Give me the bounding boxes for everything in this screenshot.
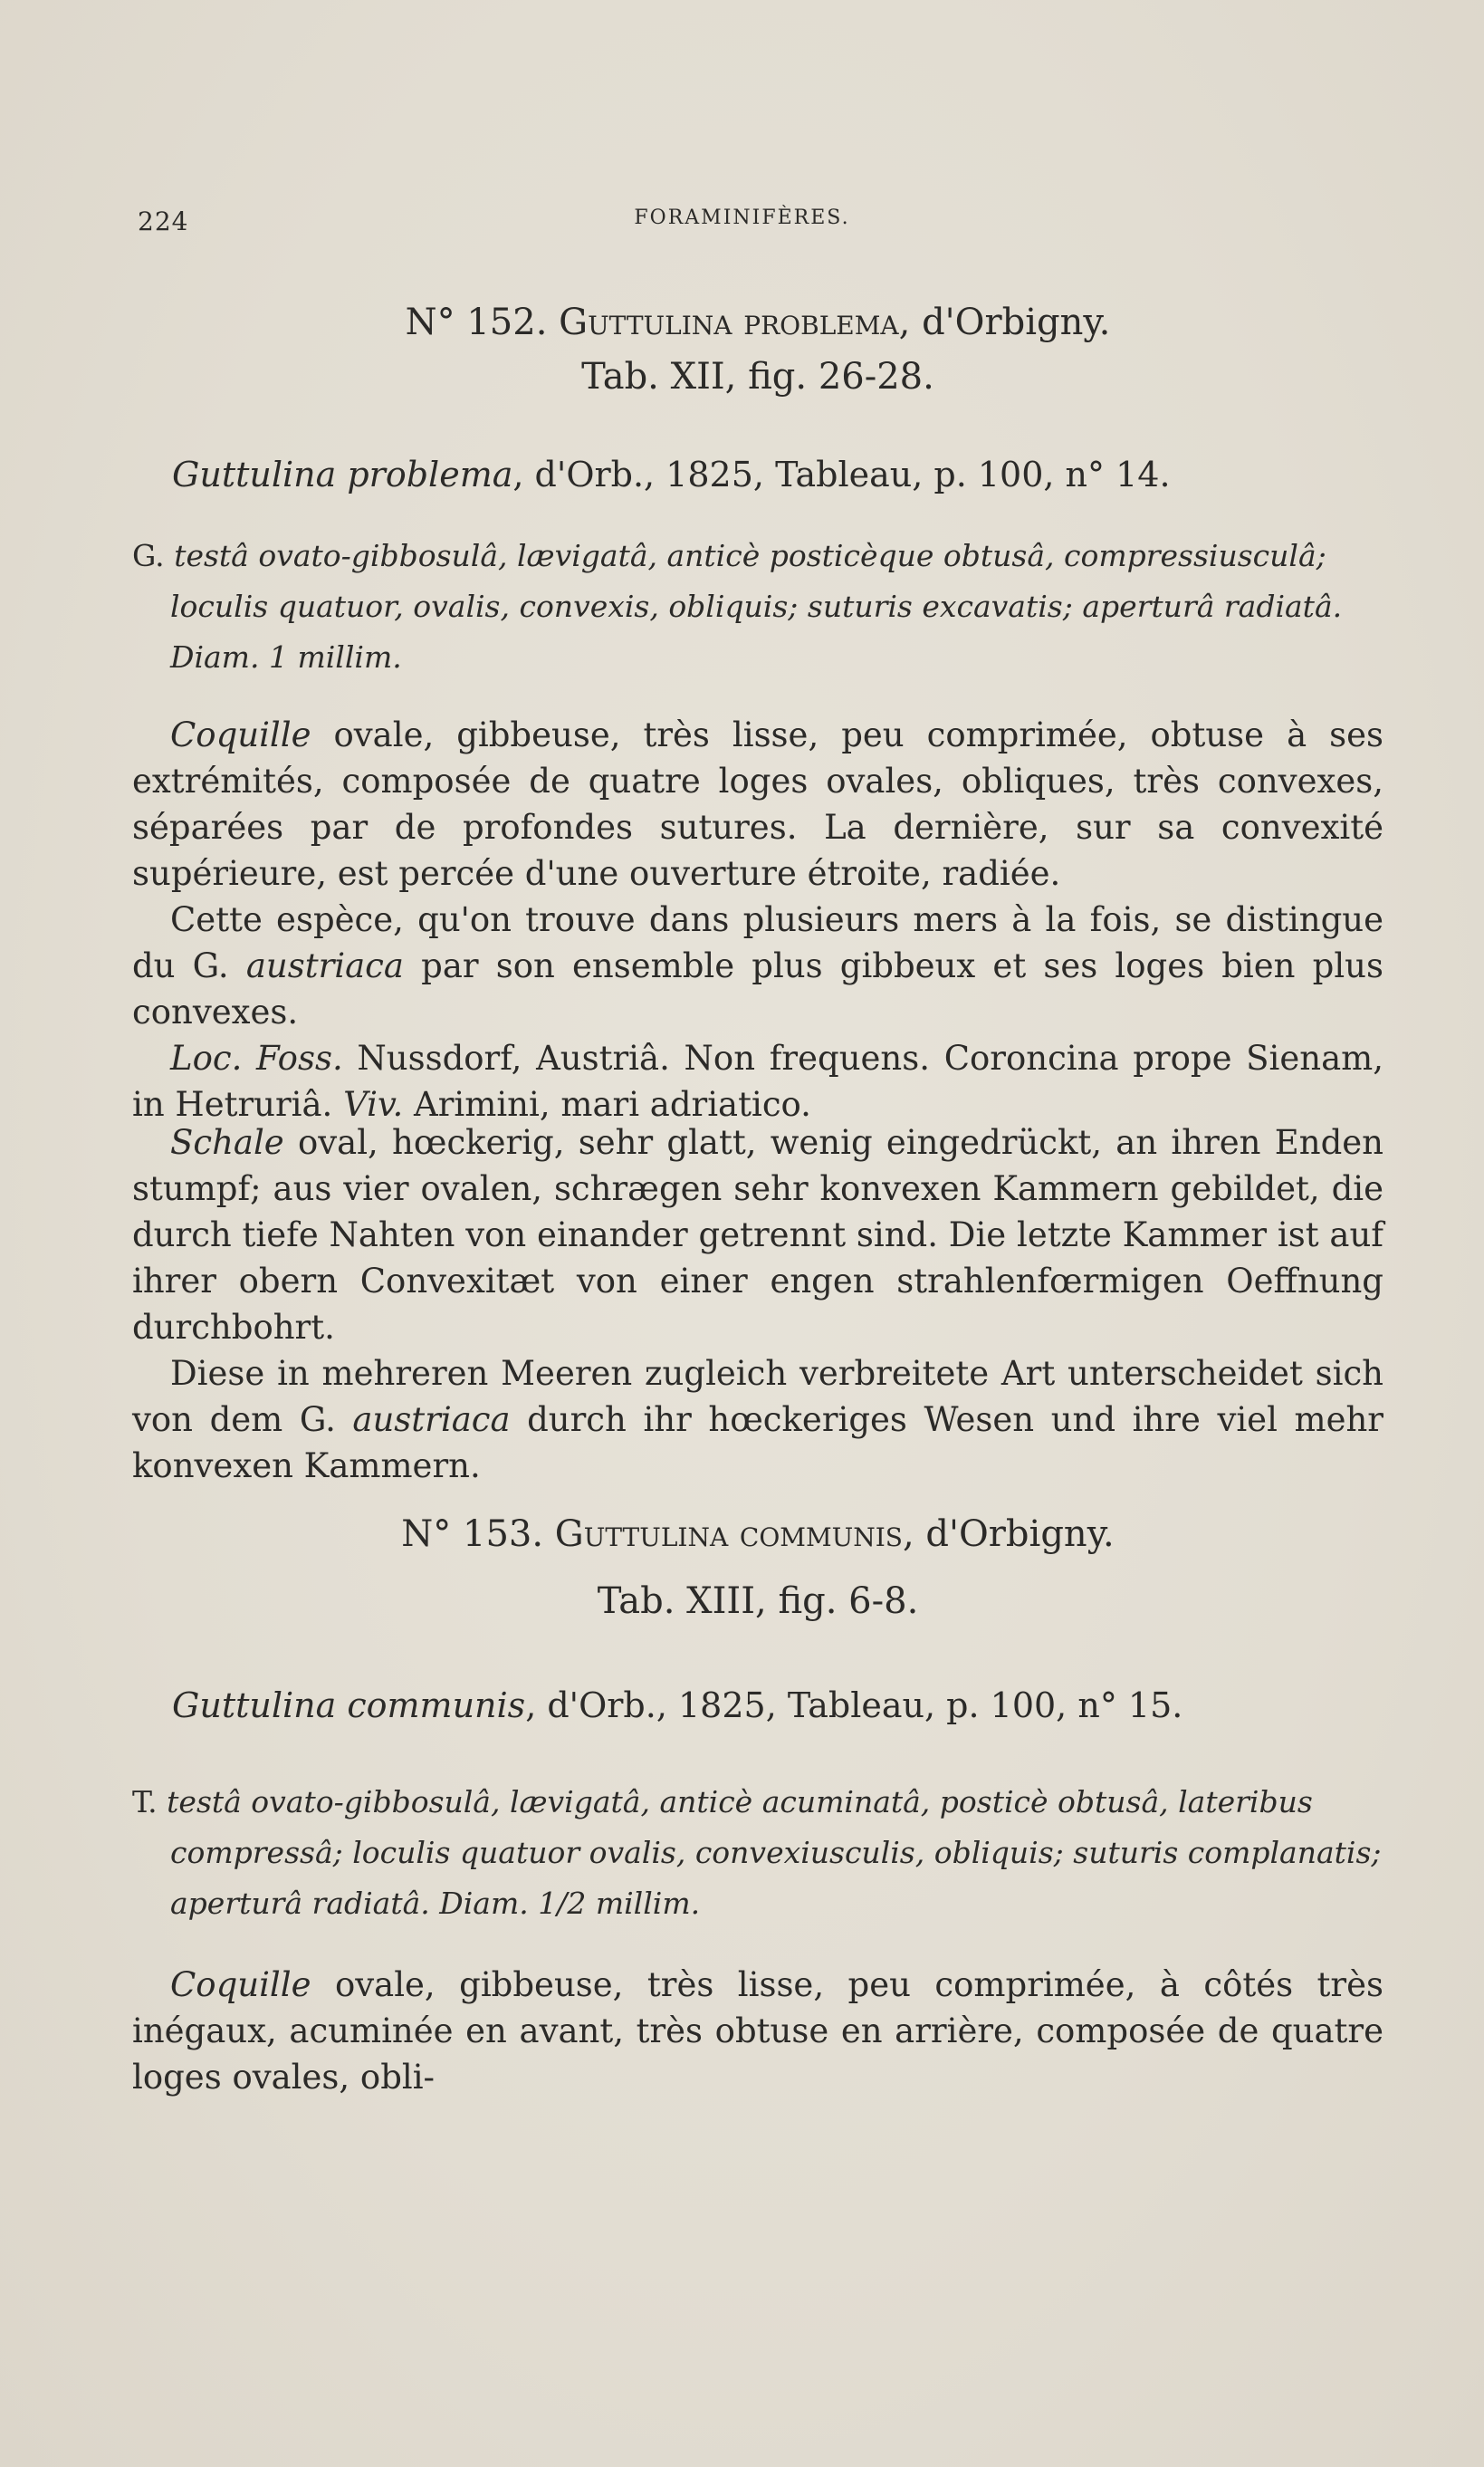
author: , d'Orbigny. <box>902 1513 1115 1555</box>
species-ref: austriaca <box>245 946 404 985</box>
latin-text: testâ ovato-gibbosulâ, lævigatâ, anticè posticèque obtusâ, compressiusculâ; loculis quatuor, ovalis, convexis, obliquis; suturis excavatis; aperturâ radiatâ. Diam. 1 millim. <box>170 538 1343 675</box>
latin-text: testâ ovato-gibbosulâ, lævigatâ, anticè acuminatâ, posticè obtusâ, lateribus compressâ; loculis quatuor ovalis, convexiusculis, obliquis; suturis complanatis; aperturâ radiatâ. Diam. 1/2 millim. <box>167 1784 1382 1921</box>
entry-152-heading <box>132 295 1383 404</box>
locality-lead: Loc. Foss. <box>170 1039 343 1078</box>
reference-name: Guttulina communis <box>172 1685 526 1725</box>
species-name: problema <box>743 302 899 343</box>
latin-lead: G. <box>132 538 165 573</box>
page-number: 224 <box>138 206 189 236</box>
entry-number: N° 152. <box>405 302 548 343</box>
german-comparison: Diese in mehreren Meeren zugleich verbreitete Art unterscheidet sich von dem G. <box>132 1354 1383 1439</box>
locality-text-end: Arimini, mari adriatico. <box>403 1085 811 1124</box>
entry-153-reference <box>172 1683 1383 1728</box>
plate-reference: Tab. XIII, fig. 6-8. <box>597 1580 919 1622</box>
locality-text: Nussdorf, Austriâ. Non frequens. Coroncina prope Sienam, in Hetruriâ. <box>132 1039 1383 1124</box>
entry-153-heading <box>132 1507 1383 1628</box>
entry-152-french <box>132 712 1383 1128</box>
french-description: ovale, gibbeuse, très lisse, peu comprimée, obtuse à ses extrémités, composée de quatre loges ovales, obliques, très convexes, séparées par de profondes sutures. La dernière, sur sa convexité supérieure, est percée d'une ouverture étroite, radiée. <box>132 715 1383 893</box>
entry-number: N° 153. <box>401 1513 544 1555</box>
entry-152-reference <box>172 452 1383 497</box>
entry-153-latin-diagnosis <box>132 1777 1383 1929</box>
french-lead: Coquille <box>170 715 311 754</box>
genus-name: Guttulina <box>554 1513 729 1555</box>
german-comparison-end: durch ihr hœckeriges Wesen und ihre viel mehr konvexen Kammern. <box>132 1400 1383 1485</box>
plate-reference: Tab. XII, fig. 26-28. <box>581 356 934 398</box>
locality-viv: Viv. <box>343 1085 404 1124</box>
running-title: FORAMINIFÈRES. <box>634 206 850 229</box>
french-description: ovale, gibbeuse, très lisse, peu comprimée, à côtés très inégaux, acuminée en avant, très obtuse en arrière, composée de quatre loges ovales, obli- <box>132 1965 1383 2097</box>
genus-name: Guttulina <box>559 302 732 343</box>
reference-rest: , d'Orb., 1825, Tableau, p. 100, n° 15. <box>525 1685 1183 1725</box>
entry-152-latin-diagnosis <box>132 531 1383 683</box>
german-description: oval, hœckerig, sehr glatt, wenig eingedrückt, an ihren Enden stumpf; aus vier ovalen, schrægen sehr konvexen Kammern gebildet, die durch tiefe Nahten von einander getrennt sind. Die letzte Kammer ist auf ihrer obern Convexitæt von einer engen strahlenfœrmigen Oeffnung durchbohrt. <box>132 1123 1383 1347</box>
reference-rest: , d'Orb., 1825, Tableau, p. 100, n° 14. <box>512 455 1171 494</box>
french-comparison: Cette espèce, qu'on trouve dans plusieurs mers à la fois, se distingue du G. <box>132 900 1383 985</box>
author: , d'Orbigny. <box>898 302 1111 343</box>
latin-lead: T. <box>132 1784 158 1819</box>
entry-153-french <box>132 1962 1383 2100</box>
entry-152-german <box>132 1119 1383 1489</box>
species-name: communis <box>739 1513 903 1555</box>
species-ref: austriaca <box>352 1400 511 1439</box>
french-comparison-end: par son ensemble plus gibbeux et ses loges bien plus convexes. <box>132 946 1383 1032</box>
german-lead: Schale <box>170 1123 284 1162</box>
reference-name: Guttulina problema <box>172 455 513 494</box>
french-lead: Coquille <box>170 1965 311 2004</box>
running-head <box>0 206 1484 243</box>
